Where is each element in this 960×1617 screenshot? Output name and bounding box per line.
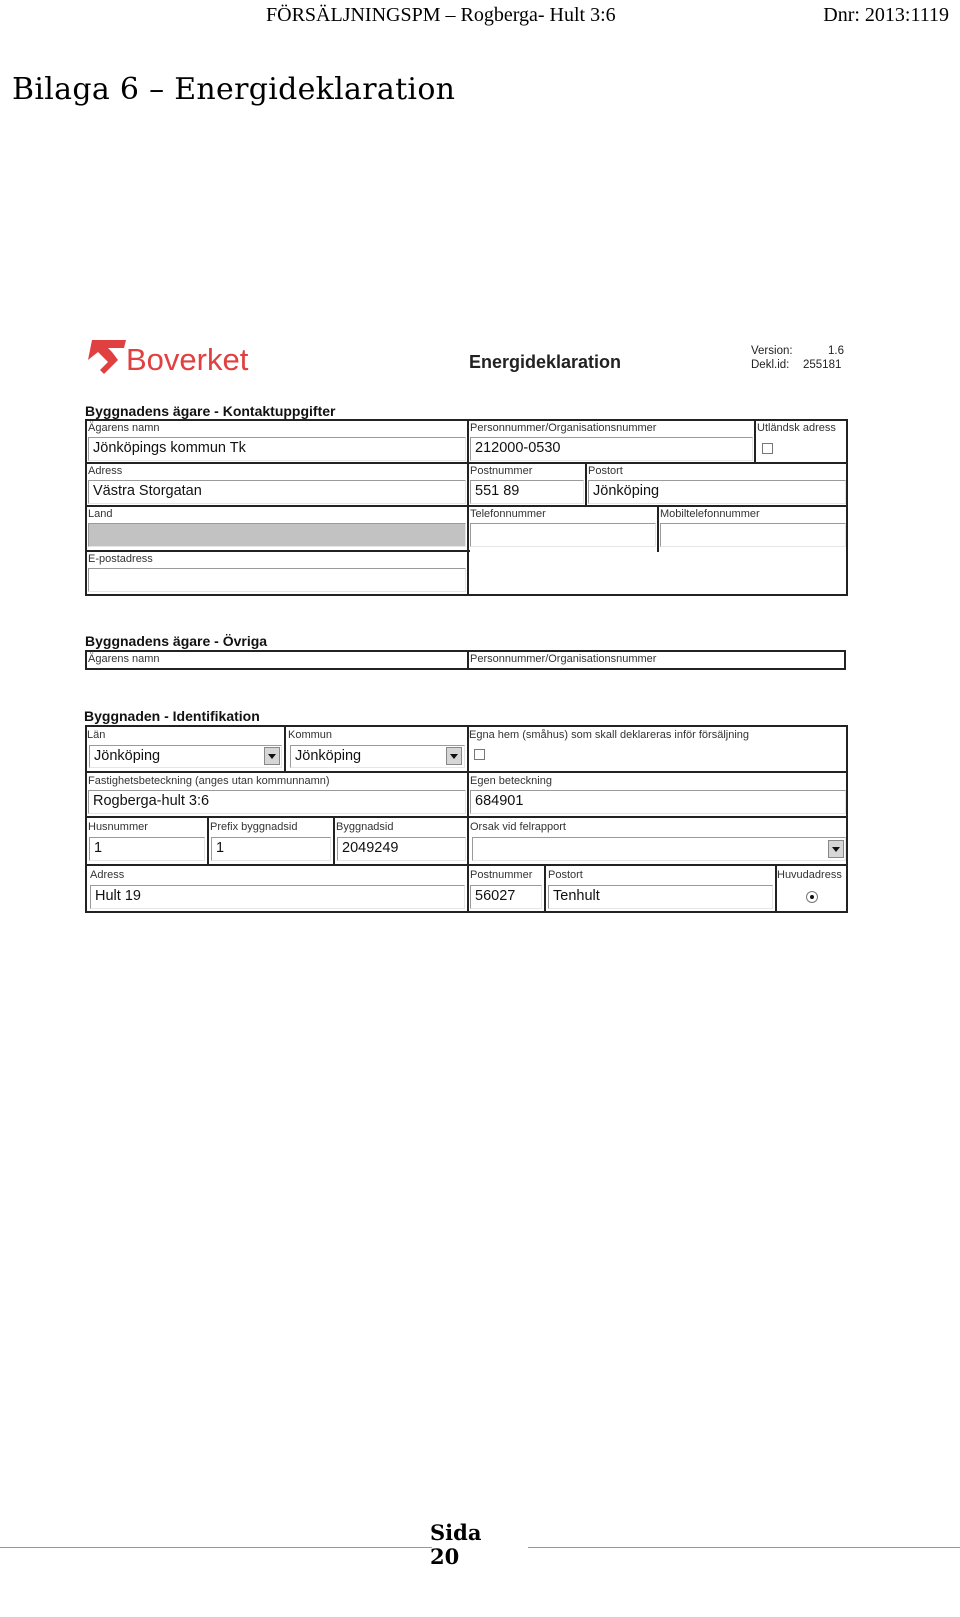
other-orgnr-label: Personnummer/Organisationsnummer: [470, 653, 657, 665]
egna-hem-label: Egna hem (småhus) som skall deklareras inför försäljning: [469, 729, 750, 741]
husnummer-label: Husnummer: [88, 821, 148, 833]
husnummer-field[interactable]: 1: [89, 837, 205, 861]
footer-page-number: 20: [430, 1544, 460, 1569]
building-postnr-field[interactable]: 56027: [470, 885, 542, 909]
postort-label: Postort: [588, 465, 623, 477]
boverket-logo-text: Boverket: [126, 342, 249, 377]
divider: [467, 650, 469, 670]
huvudadress-label: Huvudadress: [777, 869, 842, 881]
document-header-dnr: Dnr: 2013:1119: [823, 4, 949, 26]
footer-rule-right: [528, 1547, 960, 1548]
orsak-dropdown-arrow-icon[interactable]: [828, 840, 844, 858]
other-owner-name-label: Ägarens namn: [88, 653, 160, 665]
lan-select[interactable]: Jönköping: [89, 745, 282, 768]
footer-sida-text: Sida: [430, 1520, 482, 1545]
section-heading-building: Byggnaden - Identifikation: [84, 708, 260, 724]
lan-dropdown-arrow-icon[interactable]: [264, 747, 280, 765]
egen-beteckning-label: Egen beteckning: [470, 775, 552, 787]
kommun-label: Kommun: [288, 729, 333, 741]
foreign-address-checkbox[interactable]: [762, 443, 773, 454]
building-postort-label: Postort: [548, 869, 583, 881]
section-heading-owner-other: Byggnadens ägare - Övriga: [85, 633, 268, 649]
orsak-felrapport-select[interactable]: [472, 837, 846, 861]
postort-field[interactable]: Jönköping: [588, 480, 846, 504]
document-header-title: FÖRSÄLJNINGSPM – Rogberga- Hult 3:6: [266, 4, 616, 26]
divider: [754, 419, 756, 464]
phone-field[interactable]: [470, 523, 656, 547]
section-heading-owner-contact: Byggnadens ägare - Kontaktuppgifter: [85, 403, 336, 419]
footer-rule-left: [0, 1547, 432, 1548]
boverket-logo-icon: [88, 340, 126, 374]
divider: [284, 725, 286, 772]
prefix-byggnadsid-field[interactable]: 1: [211, 837, 331, 861]
mobile-label: Mobiltelefonnummer: [660, 508, 760, 520]
divider: [467, 419, 469, 596]
building-address-label: Adress: [90, 869, 125, 881]
kommun-select[interactable]: Jönköping: [290, 745, 465, 768]
divider: [657, 505, 659, 552]
owner-other-box: [85, 650, 846, 670]
version-label: Version:: [751, 345, 793, 357]
address-field[interactable]: Västra Storgatan: [88, 480, 466, 504]
fastighet-label: Fastighetsbeteckning (anges utan kommunnamn): [88, 775, 330, 787]
divider: [544, 864, 546, 913]
email-label: E-postadress: [88, 553, 153, 565]
dekl-id-label: Dekl.id:: [751, 359, 790, 371]
postnr-field[interactable]: 551 89: [470, 480, 584, 504]
dekl-id-value: 255181: [803, 359, 842, 371]
prefix-byggnadsid-label: Prefix byggnadsid: [210, 821, 298, 833]
owner-name-label: Ägarens namn: [88, 422, 160, 434]
mobile-field[interactable]: [660, 523, 846, 547]
email-field[interactable]: [88, 568, 466, 592]
building-postort-field[interactable]: Tenhult: [548, 885, 773, 909]
divider: [333, 816, 335, 866]
version-value: 1.6: [828, 345, 844, 357]
byggnadsid-field[interactable]: 2049249: [337, 837, 466, 861]
lan-label: Län: [87, 729, 106, 741]
building-postnr-label: Postnummer: [470, 869, 533, 881]
form-title: Energideklaration: [469, 352, 622, 372]
phone-label: Telefonnummer: [470, 508, 546, 520]
huvudadress-radio[interactable]: [806, 891, 818, 903]
divider: [85, 550, 470, 552]
egna-hem-checkbox[interactable]: [474, 749, 485, 760]
orgnr-field[interactable]: 212000-0530: [470, 437, 753, 461]
footer-page-label: [430, 1521, 486, 1569]
postnr-label: Postnummer: [470, 465, 533, 477]
page-title: Bilaga 6 – Energideklaration: [12, 72, 456, 107]
fastighet-field[interactable]: Rogberga-hult 3:6: [88, 790, 466, 814]
kommun-dropdown-arrow-icon[interactable]: [446, 747, 462, 765]
building-address-field[interactable]: Hult 19: [90, 885, 465, 909]
owner-name-field[interactable]: Jönköpings kommun Tk: [88, 437, 466, 461]
divider: [467, 725, 469, 913]
foreign-address-label: Utländsk adress: [757, 422, 836, 434]
address-label: Adress: [88, 465, 123, 477]
divider: [207, 816, 209, 866]
orsak-felrapport-label: Orsak vid felrapport: [470, 821, 566, 833]
land-field: [88, 523, 466, 547]
orgnr-label: Personnummer/Organisationsnummer: [470, 422, 657, 434]
byggnadsid-label: Byggnadsid: [336, 821, 394, 833]
land-label: Land: [88, 508, 113, 520]
divider: [585, 462, 587, 507]
egen-beteckning-field[interactable]: 684901: [470, 790, 846, 814]
